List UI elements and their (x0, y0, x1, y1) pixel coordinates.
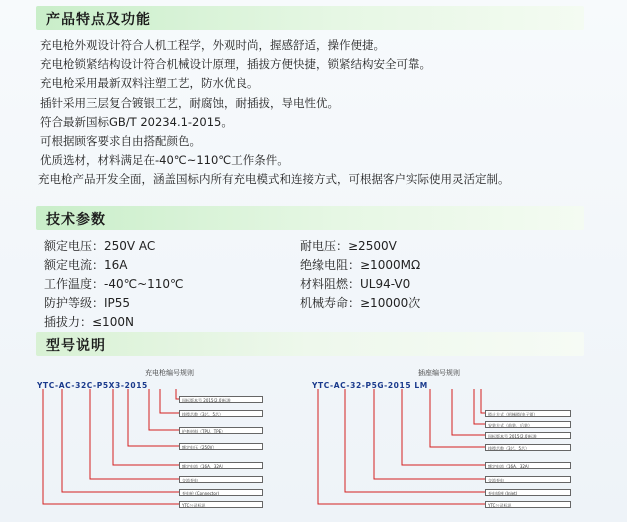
feature-line: 符合最新国标GB/T 20234.1-2015。 (40, 114, 233, 129)
spec-rated-voltage: 额定电压：250V AC (44, 239, 156, 253)
left-label: 额定电流（16A，32A） (179, 462, 263, 469)
left-label: 线缆芯数（3芯，5芯） (179, 410, 263, 417)
left-label: YTC公司标识 (179, 501, 263, 508)
right-label: 安装方式（前装，后装） (485, 421, 571, 428)
right-label: 国标版本号 2015(2.0)标准 (485, 432, 571, 439)
right-label: YTC公司标识 (485, 501, 571, 508)
right-diagram-title: 插座编号规则 (418, 369, 460, 377)
spec-protection: 防护等级：IP55 (44, 296, 131, 310)
right-label: 线缆芯数（3芯，5芯） (485, 444, 571, 451)
feature-line: 充电枪产品开发全面，涵盖国标内所有充电模式和连接方式，可根据客户实际使用灵活定制。 (38, 172, 510, 187)
feature-line: 充电枪外观设计符合人机工程学，外观时尚，握感舒适，操作便捷。 (40, 38, 385, 52)
right-label: 额定电流（16A，32A） (485, 462, 571, 469)
spec-working-temp: 工作温度：-40℃~110℃ (44, 277, 184, 291)
specs-title: 技术参数 (46, 212, 106, 228)
right-model-code: YTC-AC-32-P5G-2015 LM (312, 381, 428, 390)
spec-insertion-force: 插拔力：≤100N (44, 315, 134, 329)
left-label: 护套材料（TPU，TPE） (179, 427, 263, 434)
model-title: 型号说明 (46, 338, 106, 354)
right-label: 交流充电 (485, 476, 571, 483)
left-label: 国标版本号 2015(2.0)标准 (179, 396, 263, 403)
feature-line: 可根据顾客要求自由搭配颜色。 (40, 134, 201, 149)
feature-line: 插针采用三层复合镀银工艺，耐腐蚀，耐插拔，导电性优。 (40, 95, 339, 110)
spec-flame: 材料阻燃：UL94-V0 (300, 277, 411, 291)
spec-rated-current: 额定电流：16A (44, 258, 128, 272)
features-title: 产品特点及功能 (46, 12, 151, 28)
left-label: 充电枪 (Connector) (179, 489, 263, 496)
spec-insulation: 绝缘电阻：≥1000MΩ (300, 258, 421, 272)
feature-line: 充电枪采用最新双料注塑工艺，防水优良。 (40, 76, 259, 91)
left-model-code: YTC-AC-32C-P5X3-2015 (37, 381, 148, 390)
left-label: 额定电压（250V） (179, 443, 263, 450)
feature-line: 充电枪锁紧结构设计符合机械设计原理，插拔方便快捷，锁紧结构安全可靠。 (40, 57, 431, 72)
feature-line: 优质选材，材料满足在-40℃~110℃工作条件。 (40, 153, 289, 168)
spec-withstand-voltage: 耐电压：≥2500V (300, 239, 397, 253)
left-diagram-title: 充电枪编号规则 (145, 369, 194, 377)
right-label: 锁止方式（机械锁/电子锁） (485, 410, 571, 417)
right-label: 充电插座 (Inlet) (485, 489, 571, 496)
spec-mech-life: 机械寿命：≥10000次 (300, 296, 421, 310)
left-label: 交流充电 (179, 476, 263, 483)
